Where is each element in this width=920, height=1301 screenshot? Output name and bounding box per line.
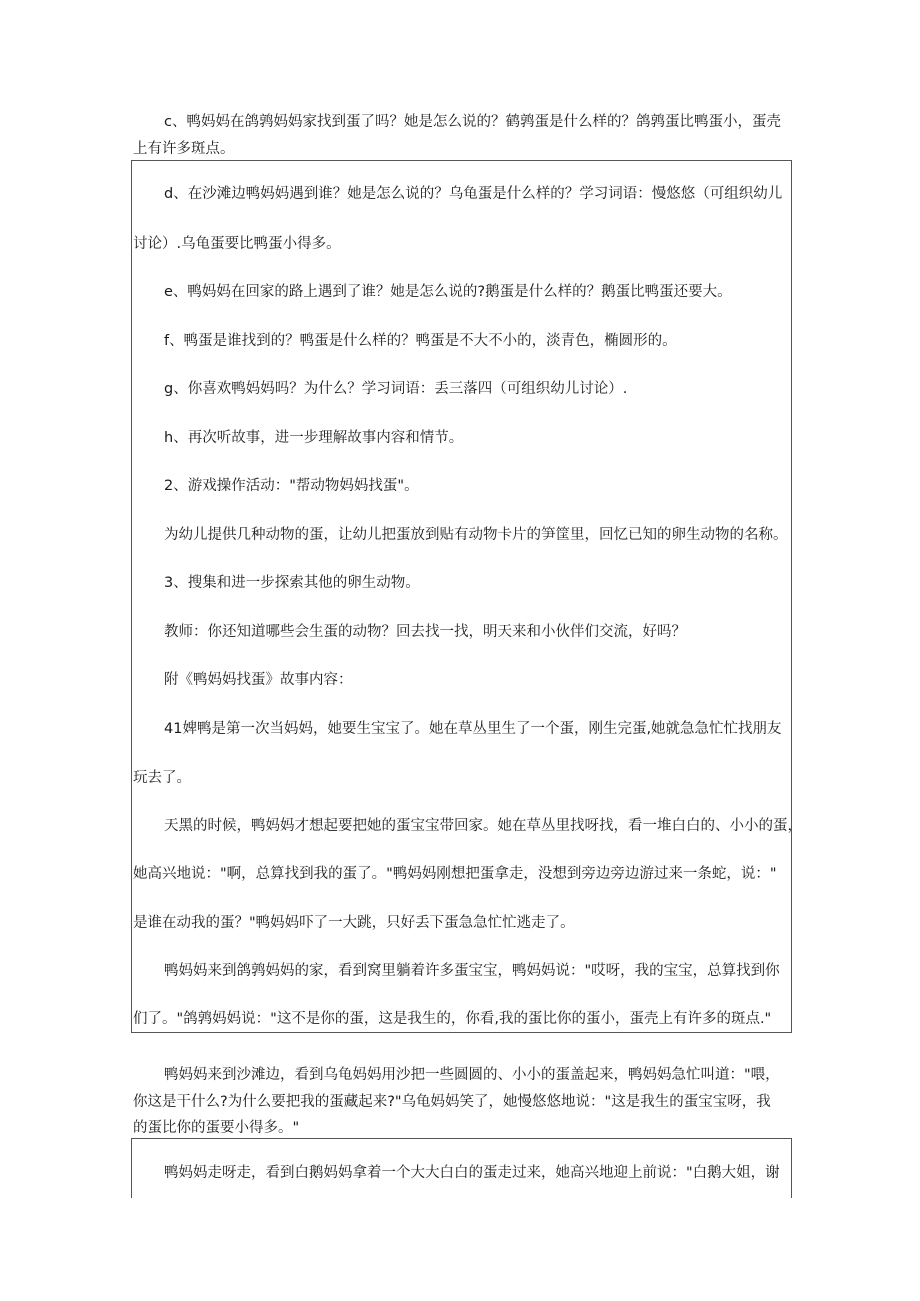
- para-c-line2: 上有许多斑点。: [133, 141, 235, 157]
- para-2: 2、游戏操作活动："帮动物妈妈找蛋"。: [164, 478, 419, 494]
- story-2-line3: 是谁在动我的蛋？"鸭妈妈吓了一大跳，只好丢下蛋急急忙忙逃走了。: [133, 915, 575, 931]
- para-3: 3、搜集和进一步探索其他的卵生动物。: [164, 575, 420, 591]
- story-5-line1: 鸭妈妈走呀走，看到白鹅妈妈拿着一个大大白白的蛋走过来，她高兴地迎上前说："白鹅大姐，谢: [164, 1165, 780, 1181]
- para-h: h、再次听故事，进一步理解故事内容和情节。: [164, 430, 464, 446]
- para-d-line1: d、在沙滩边鸭妈妈遇到谁？她是怎么说的？乌龟蛋是什么样的？学习词语：慢悠悠（可组织幼儿: [164, 186, 783, 202]
- para-teacher: 教师：你还知道哪些会生蛋的动物？回去找一找，明天来和小伙伴们交流，好吗？: [164, 624, 686, 640]
- story-4-line1: 鸭妈妈来到沙滩边，看到乌龟妈妈用沙把一些圆圆的、小小的蛋盖起来，鸭妈妈急忙叫道："喂，: [164, 1067, 780, 1083]
- story-4-line2: 你这是干什么?为什么要把我的蛋藏起来?"乌龟妈妈笑了，她慢悠悠地说："这是我生的蛋宝宝呀，我: [133, 1094, 771, 1110]
- story-1-line2: 玩去了。: [133, 770, 191, 786]
- story-2-line2: 她高兴地说："啊，总算找到我的蛋了。"鸭妈妈刚想把蛋拿走，没想到旁边旁边游过来一条蛇，说：": [133, 866, 777, 882]
- story-2-line1: 天黑的时候，鸭妈妈才想起要把她的蛋宝宝带回家。她在草丛里找呀找，看一堆白白的、小小的蛋，: [164, 818, 802, 834]
- story-1-line1: 41婢鸭是第一次当妈妈，她要生宝宝了。她在草丛里生了一个蛋，刚生完蛋,她就急急忙忙找朋友: [164, 721, 782, 737]
- para-f: f、鸭蛋是谁找到的？鸭蛋是什么样的？鸭蛋是不大不小的，淡青色，椭圆形的。: [164, 333, 677, 349]
- para-d-line2: 讨论）.乌龟蛋要比鸭蛋小得多。: [133, 236, 341, 252]
- story-3-line1: 鸭妈妈来到鸽鹑妈妈的家，看到窝里躺着许多蛋宝宝，鸭妈妈说："哎呀，我的宝宝，总算找到你: [164, 963, 780, 979]
- para-g: g、你喜欢鸭妈妈吗？为什么？学习词语：丢三落四（可组织幼儿讨论）.: [164, 381, 628, 397]
- para-e: e、鸭妈妈在回家的路上遇到了谁？她是怎么说的?鹅蛋是什么样的？鹅蛋比鸭蛋还要大。: [164, 284, 732, 300]
- story-4-line3: 的蛋比你的蛋要小得多。": [133, 1120, 300, 1136]
- story-3-line2: 们了。"鸽鹑妈妈说："这不是你的蛋，这是我生的，你看,我的蛋比你的蛋小，蛋壳上有许多的斑点.": [133, 1011, 772, 1027]
- para-c-line1: c、鸭妈妈在鸽鹑妈妈家找到蛋了吗？她是怎么说的？鹤鹑蛋是什么样的？鸽鹑蛋比鸭蛋小，蛋壳: [164, 114, 781, 130]
- para-appendix: 附《鸭妈妈找蛋》故事内容：: [164, 672, 353, 688]
- para-provide: 为幼儿提供几种动物的蛋，让幼儿把蛋放到贴有动物卡片的笋筐里，回忆已知的卵生动物的名称。: [164, 527, 788, 543]
